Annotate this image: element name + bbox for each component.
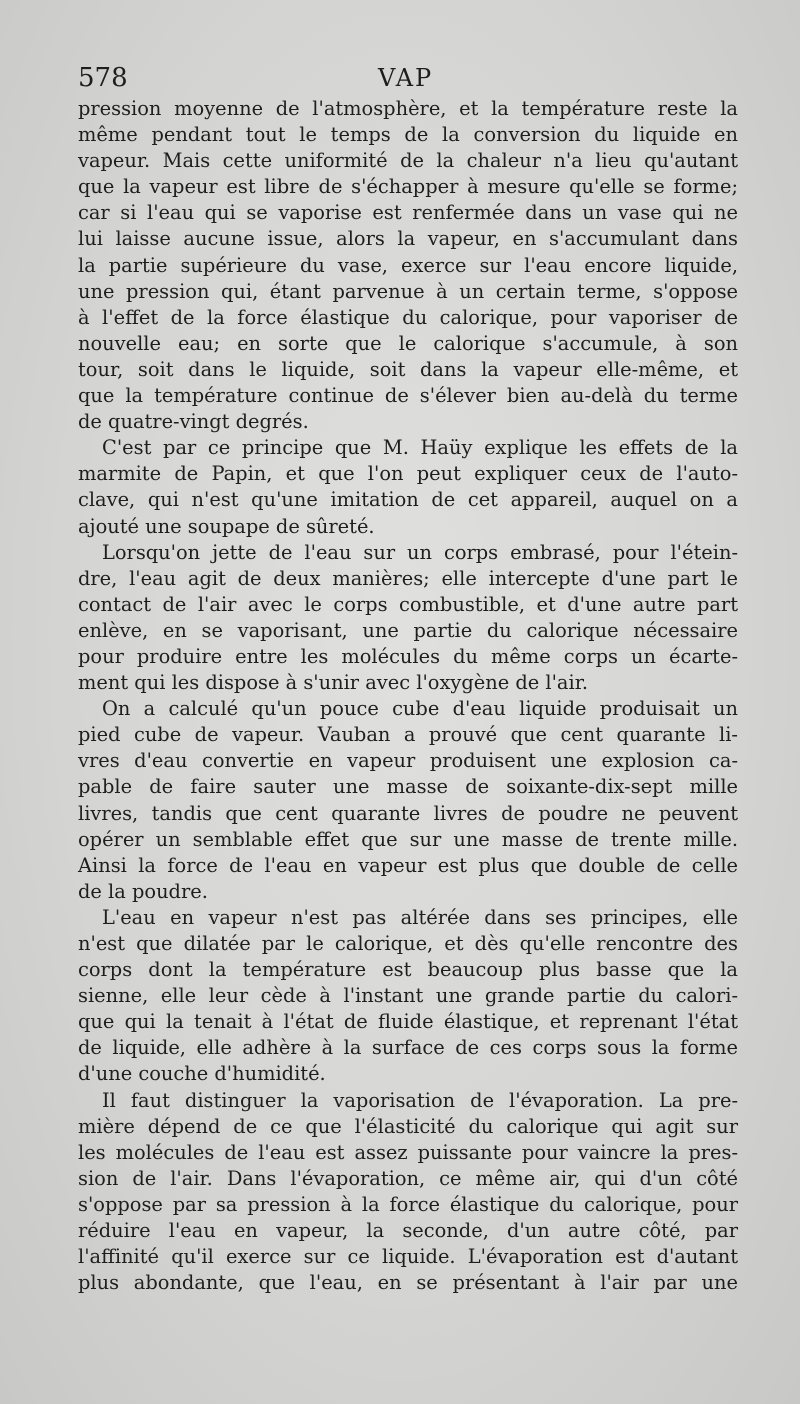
paragraph (78, 696, 738, 905)
running-head: VAP (378, 64, 434, 92)
text-line: sion de l'air. Dans l'évaporation, ce même air, qui d'un côté (78, 1166, 738, 1190)
text-line: pression moyenne de l'atmosphère, et la température reste la (78, 97, 738, 120)
text-line: Ainsi la force de l'eau en vapeur est plus que double de celle (78, 853, 738, 877)
text-line: Lorsqu'on jette de l'eau sur un corps embrasé, pour l'étein- (102, 540, 738, 564)
text-line: clave, qui n'est qu'une imitation de cet appareil, auquel on a (78, 488, 738, 512)
text-line: Il faut distinguer la vaporisation de l'évaporation. La pre- (102, 1088, 738, 1112)
text-line: mière dépend de ce que l'élasticité du calorique qui agit sur (78, 1114, 738, 1138)
text-line: la partie supérieure du vase, exerce sur l'eau encore liquide, (78, 253, 738, 277)
text-line: enlève, en se vaporisant, une partie du calorique nécessaire (78, 618, 738, 642)
text-line: plus abondante, que l'eau, en se présentant à l'air par une (78, 1271, 738, 1295)
text-line: marmite de Papin, et que l'on peut expliquer ceux de l'auto- (78, 462, 738, 486)
text-line: à l'effet de la force élastique du calorique, pour vaporiser de (78, 305, 738, 329)
paragraph (78, 905, 738, 1088)
text-line: car si l'eau qui se vaporise est renfermée dans un vase qui ne (78, 201, 738, 225)
page-number: 578 (78, 63, 128, 93)
text-line: nouvelle eau; en sorte que le calorique s'accumule, à son (78, 331, 738, 355)
text-line: On a calculé qu'un pouce cube d'eau liquide produisait un (102, 697, 738, 721)
text-line: sienne, elle leur cède à l'instant une grande partie du calori- (78, 984, 738, 1008)
paragraph (78, 1088, 738, 1297)
text-line: pour produire entre les molécules du même corps un écarte- (78, 644, 738, 668)
text-line: de quatre-vingt degrés. (78, 410, 309, 434)
text-line: une pression qui, étant parvenue à un certain terme, s'oppose (78, 279, 738, 303)
text-line: corps dont la température est beaucoup plus basse que la (78, 958, 738, 982)
text-line: que la vapeur est libre de s'échapper à mesure qu'elle se forme; (78, 175, 738, 199)
text-line: pable de faire sauter une masse de soixante-dix-sept mille (78, 775, 738, 799)
paragraph (78, 540, 738, 697)
text-line: tour, soit dans le liquide, soit dans la vapeur elle-même, et (78, 357, 738, 381)
text-line: de liquide, elle adhère à la surface de ces corps sous la forme (78, 1036, 738, 1060)
text-line: vapeur. Mais cette uniformité de la chaleur n'a lieu qu'autant (78, 149, 738, 173)
text-line: que la température continue de s'élever bien au-delà du terme (78, 384, 738, 408)
text-line: ment qui les dispose à s'unir avec l'oxygène de l'air. (78, 671, 588, 695)
text-line: pied cube de vapeur. Vauban a prouvé que cent quarante li- (78, 723, 738, 747)
text-line: s'oppose par sa pression à la force élastique du calorique, pour (78, 1192, 738, 1216)
text-line: dre, l'eau agit de deux manières; elle intercepte d'une part le (78, 566, 738, 590)
text-line: n'est que dilatée par le calorique, et dès qu'elle rencontre des (78, 932, 738, 955)
text-line: contact de l'air avec le corps combustible, et d'une autre part (78, 592, 738, 616)
paragraph (78, 435, 738, 539)
text-line: que qui la tenait à l'état de fluide élastique, et reprenant l'état (78, 1010, 738, 1034)
text-line: réduire l'eau en vapeur, la seconde, d'un autre côté, par (78, 1219, 738, 1243)
text-line: lui laisse aucune issue, alors la vapeur, en s'accumulant dans (78, 227, 738, 251)
text-line: opérer un semblable effet que sur une masse de trente mille. (78, 827, 738, 851)
page-header (78, 62, 736, 94)
text-line: de la poudre. (78, 879, 208, 903)
text-line: livres, tandis que cent quarante livres de poudre ne peuvent (78, 801, 738, 825)
text-line: l'affinité qu'il exerce sur ce liquide. L'évaporation est d'autant (78, 1245, 738, 1269)
text-line: L'eau en vapeur n'est pas altérée dans ses principes, elle (102, 905, 738, 929)
text-line: C'est par ce principe que M. Haüy explique les effets de la (102, 436, 738, 460)
text-line: d'une couche d'humidité. (78, 1062, 326, 1086)
text-line: les molécules de l'eau est assez puissante pour vaincre la pres- (78, 1140, 738, 1164)
body-text (78, 96, 738, 1296)
text-line: même pendant tout le temps de la conversion du liquide en (78, 123, 738, 147)
text-line: vres d'eau convertie en vapeur produisent une explosion ca- (78, 749, 738, 773)
paragraph (78, 96, 738, 435)
text-line: ajouté une soupape de sûreté. (78, 514, 375, 538)
